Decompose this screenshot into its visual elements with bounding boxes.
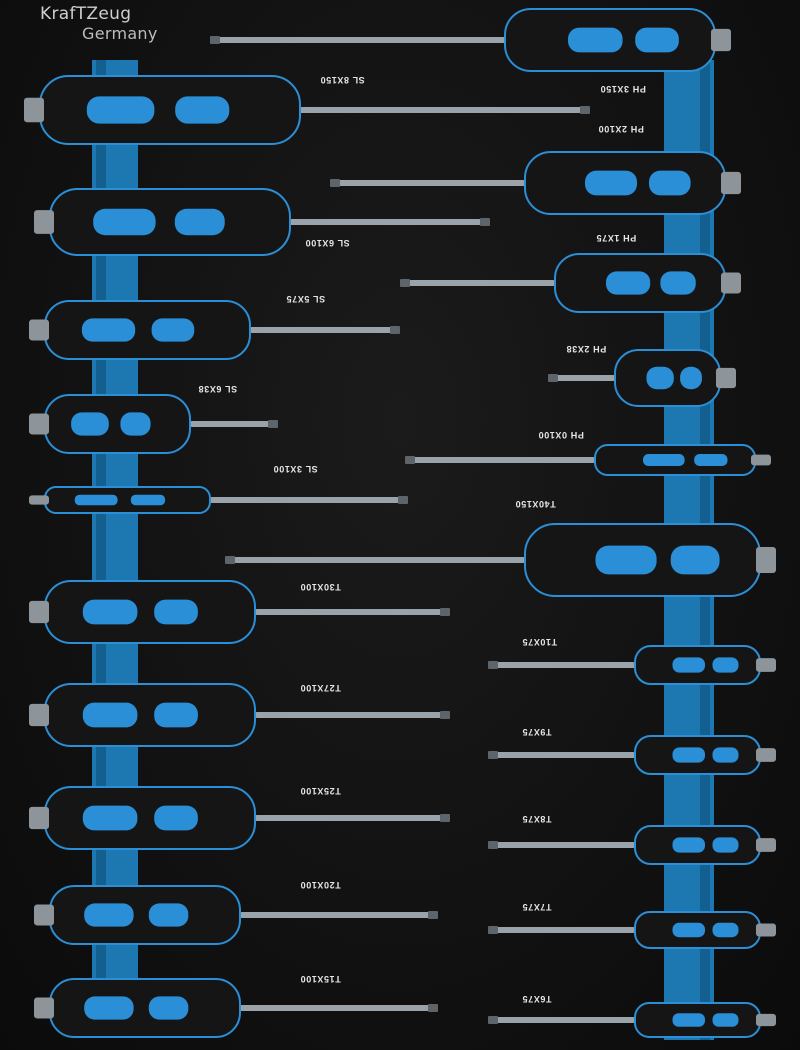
grip-insert xyxy=(84,903,133,926)
grip-insert xyxy=(713,1013,739,1027)
screwdriver xyxy=(34,886,438,944)
tip xyxy=(440,608,450,616)
size-label: SL 6X100 xyxy=(305,238,350,248)
screwdriver xyxy=(29,487,408,513)
end-cap xyxy=(29,601,49,623)
size-label: PH 0X100 xyxy=(538,430,584,440)
tip xyxy=(390,326,400,334)
shaft xyxy=(488,842,635,848)
shaft xyxy=(488,1017,635,1023)
size-label: T25X100 xyxy=(300,786,341,796)
grip-insert xyxy=(713,657,739,672)
screwdriver xyxy=(405,445,771,475)
end-cap xyxy=(711,29,731,51)
size-label: T40X150 xyxy=(515,499,556,509)
size-label: T8X75 xyxy=(522,814,552,824)
end-cap xyxy=(29,704,49,726)
end-cap xyxy=(34,210,54,234)
end-cap xyxy=(756,838,776,852)
size-label: SL 5X75 xyxy=(286,294,326,304)
size-label: PH 3X150 xyxy=(600,84,646,94)
shaft xyxy=(225,557,525,563)
tip xyxy=(488,926,498,934)
screwdriver xyxy=(488,912,776,948)
size-label: SL 8X150 xyxy=(320,75,365,85)
shaft xyxy=(250,327,400,333)
tip xyxy=(440,711,450,719)
end-cap xyxy=(721,172,741,194)
grip-insert xyxy=(660,271,695,294)
tip xyxy=(488,661,498,669)
grip-insert xyxy=(87,96,155,123)
end-cap xyxy=(29,414,49,435)
shaft xyxy=(400,280,555,286)
tip xyxy=(488,751,498,759)
shaft xyxy=(405,457,595,463)
grip-insert xyxy=(585,171,637,196)
handle xyxy=(50,979,240,1037)
grip-insert xyxy=(154,806,198,831)
handle xyxy=(50,886,240,944)
grip-insert xyxy=(120,412,150,435)
end-cap xyxy=(29,495,49,504)
shaft xyxy=(548,375,615,381)
grip-insert xyxy=(643,454,685,466)
grip-insert xyxy=(568,28,623,53)
handle xyxy=(45,581,255,643)
grip-insert xyxy=(83,600,138,625)
screwdriver xyxy=(488,646,776,684)
shaft xyxy=(488,662,635,668)
end-cap xyxy=(29,320,49,341)
grip-insert xyxy=(596,546,657,575)
grip-insert xyxy=(647,367,674,389)
grip-insert xyxy=(93,209,155,235)
tip xyxy=(548,374,558,382)
grip-insert xyxy=(713,923,739,937)
size-label: T9X75 xyxy=(522,727,552,737)
tip xyxy=(400,279,410,287)
tip xyxy=(268,420,278,428)
grip-insert xyxy=(71,412,109,435)
grip-insert xyxy=(606,271,650,294)
end-cap xyxy=(756,748,776,762)
end-cap xyxy=(24,98,44,122)
grip-insert xyxy=(635,28,679,53)
shaft xyxy=(240,912,438,918)
grip-insert xyxy=(82,318,135,341)
shaft xyxy=(210,497,408,503)
size-label: T10X75 xyxy=(522,637,558,647)
grip-insert xyxy=(131,495,165,505)
size-label: PH 2X38 xyxy=(566,344,607,354)
grip-insert xyxy=(154,600,198,625)
screwdriver xyxy=(488,736,776,774)
end-cap xyxy=(34,905,54,926)
size-label: T15X100 xyxy=(300,974,341,984)
shaft xyxy=(240,1005,438,1011)
shaft xyxy=(190,421,278,427)
tip xyxy=(210,36,220,44)
end-cap xyxy=(756,1014,776,1026)
screwdriver xyxy=(400,254,741,312)
shaft xyxy=(255,609,450,615)
brand-country: Germany xyxy=(82,24,158,43)
shaft xyxy=(330,180,525,186)
grip-insert xyxy=(694,454,727,466)
grip-insert xyxy=(673,657,706,672)
size-label: T27X100 xyxy=(300,683,341,693)
grip-insert xyxy=(673,1013,706,1027)
size-label: PH 2X100 xyxy=(598,124,644,134)
grip-insert xyxy=(149,996,189,1019)
grip-insert xyxy=(154,703,198,728)
shaft xyxy=(210,37,505,43)
end-cap xyxy=(756,924,776,937)
grip-insert xyxy=(673,747,706,762)
handle xyxy=(50,189,290,255)
screwdriver xyxy=(210,9,731,71)
grip-insert xyxy=(75,495,118,505)
tip xyxy=(488,841,498,849)
size-label: SL 6X38 xyxy=(198,384,238,394)
screwdriver xyxy=(29,684,450,746)
handle xyxy=(45,487,210,513)
handle xyxy=(45,395,190,453)
size-label: T6X75 xyxy=(522,994,552,1004)
size-label: T30X100 xyxy=(300,582,341,592)
tip xyxy=(330,179,340,187)
screwdriver xyxy=(29,581,450,643)
end-cap xyxy=(751,455,771,466)
size-label: T7X75 xyxy=(522,902,552,912)
screwdriver xyxy=(29,787,450,849)
tip xyxy=(225,556,235,564)
tip xyxy=(428,911,438,919)
tip xyxy=(405,456,415,464)
grip-insert xyxy=(175,96,229,123)
tip xyxy=(488,1016,498,1024)
end-cap xyxy=(34,998,54,1019)
grip-insert xyxy=(649,171,691,196)
end-cap xyxy=(721,273,741,294)
shaft xyxy=(488,752,635,758)
screwdriver xyxy=(29,395,278,453)
tip xyxy=(580,106,590,114)
brand-name: KrafTZeug xyxy=(40,4,132,24)
screwdriver xyxy=(488,826,776,864)
handle xyxy=(40,76,300,144)
size-label: SL 3X100 xyxy=(273,464,318,474)
shaft xyxy=(255,712,450,718)
shaft xyxy=(300,107,590,113)
tip xyxy=(398,496,408,504)
end-cap xyxy=(756,658,776,672)
tip xyxy=(440,814,450,822)
grip-insert xyxy=(713,837,739,852)
screwdriver xyxy=(330,152,741,214)
tip xyxy=(428,1004,438,1012)
grip-insert xyxy=(673,923,706,937)
screwdriver xyxy=(29,301,400,359)
grip-insert xyxy=(680,367,702,389)
end-cap xyxy=(29,807,49,829)
grip-insert xyxy=(713,747,739,762)
screwdriver xyxy=(34,189,490,255)
grip-insert xyxy=(149,903,189,926)
grip-insert xyxy=(84,996,133,1019)
shaft xyxy=(255,815,450,821)
shaft xyxy=(290,219,490,225)
grip-insert xyxy=(152,318,195,341)
size-label: PH 1X75 xyxy=(596,233,637,243)
tip xyxy=(480,218,490,226)
grip-insert xyxy=(175,209,225,235)
grip-insert xyxy=(83,703,138,728)
handle xyxy=(45,301,250,359)
screwdriver xyxy=(548,350,736,406)
size-label: T20X100 xyxy=(300,880,341,890)
handle xyxy=(45,684,255,746)
screwdriver xyxy=(24,76,590,144)
screwdriver xyxy=(488,1003,776,1037)
handle xyxy=(45,787,255,849)
end-cap xyxy=(756,547,776,573)
screwdriver xyxy=(34,979,438,1037)
grip-insert xyxy=(673,837,706,852)
grip-insert xyxy=(671,546,720,575)
end-cap xyxy=(716,368,736,388)
shaft xyxy=(488,927,635,933)
grip-insert xyxy=(83,806,138,831)
